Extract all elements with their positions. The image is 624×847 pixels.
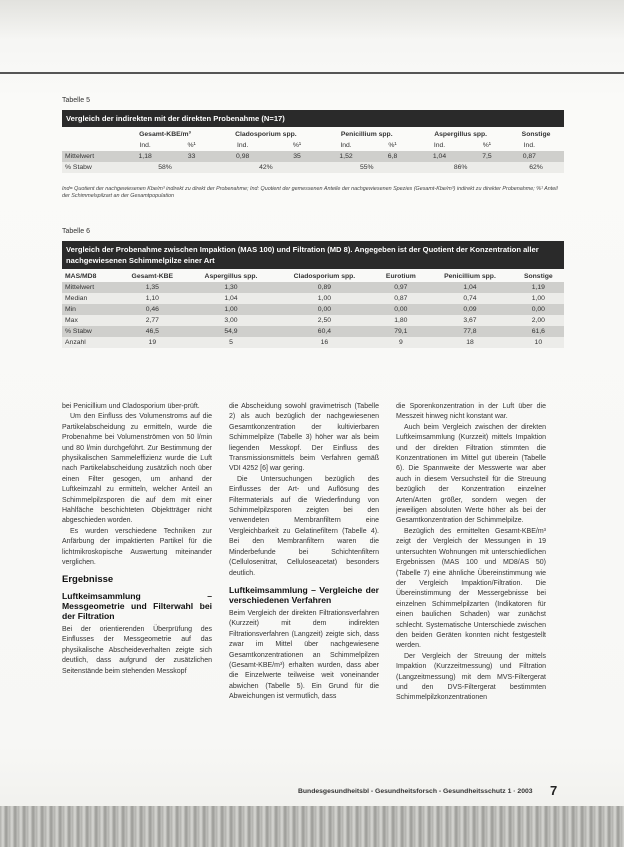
table5-cell: 1,04 bbox=[413, 151, 466, 162]
table6-cell: 3,67 bbox=[427, 315, 512, 326]
table6-caption: Tabelle 6 bbox=[62, 228, 91, 235]
table5-group: Aspergillus spp. bbox=[434, 131, 488, 138]
table-row bbox=[62, 151, 564, 162]
table6-title: Vergleich der Probenahme zwischen Impaktion (MAS 100) und Filtration (MD 8). Angegeben ist der Quotient der Konzentration aller nachgewiesenen Schimmelpilze einer Art bbox=[62, 241, 564, 269]
table6-cell: 0,87 bbox=[374, 293, 427, 304]
table6-cell: 2,50 bbox=[275, 315, 375, 326]
table5-row-label: % Stabw bbox=[62, 162, 119, 173]
body-column-1 bbox=[62, 402, 212, 677]
table6-row-label: % Stabw bbox=[62, 326, 117, 337]
paragraph: Auch beim Vergleich zwischen der direkten Luftkeimsammlung (Kurzzeit) mittels Impaktion und der direkten Filtration stimmten die Konzentrationen im Mittel gut überein (Tabelle 6). Die Spannweite der Messwerte war aber auch in diesem Versuchsteil für die Streuung bezüglich der Konzentration einzelner Arten/Arten größer, sondern wegen der jeweiligen absoluten Werte höher als bei der Gesamtkonzentration der Schimmelpilze. bbox=[396, 423, 546, 525]
table6-cell: 16 bbox=[275, 337, 375, 348]
table6-cell: 2,77 bbox=[117, 315, 187, 326]
table6-cell: 1,04 bbox=[187, 293, 274, 304]
table5-row-label: Mittelwert bbox=[62, 151, 119, 162]
paragraph: Der Vergleich der Streuung der mittels Impaktion (Kurzzeitmessung) und Filtration (Langzeitmessung) mit dem MVS-Filtergerat und den DVS-Filtergerat bestimmten Schimmelpilzkonzentrationen bbox=[396, 652, 546, 702]
header-rule bbox=[0, 72, 624, 74]
table6-header: MAS/MD8 bbox=[65, 273, 97, 280]
table6-cell: 0,00 bbox=[275, 304, 375, 315]
section-heading: Ergebnisse bbox=[62, 573, 114, 585]
table-row bbox=[62, 162, 564, 173]
table6-cell: 54,9 bbox=[187, 326, 274, 337]
table-row bbox=[62, 282, 564, 293]
table5-group: Sonstige bbox=[521, 131, 551, 138]
table6-cell: 9 bbox=[374, 337, 427, 348]
table5-subhead: Ind. bbox=[433, 142, 446, 149]
paragraph: Es wurden verschiedene Techniken zur Anfärbung der impaktierten Partikel für die lichtmikroskopische Auswertung miteinander verglichen. bbox=[62, 527, 212, 567]
table5-group-row bbox=[62, 129, 564, 140]
table6-cell: 18 bbox=[427, 337, 512, 348]
table6-cell: 5 bbox=[187, 337, 274, 348]
table-row bbox=[62, 304, 564, 315]
paragraph: Bei der orientierenden Überprüfung des Einflusses der Messgeometrie auf das physikalische Abscheideverhalten zeigte sich deutlich, dass aufgrund der zusätzlichen Seitenstände beim stehenden Messkopf bbox=[62, 625, 212, 675]
table6-cell: 0,74 bbox=[427, 293, 512, 304]
table5-cell: 33 bbox=[172, 151, 212, 162]
table5-cell: 1,18 bbox=[119, 151, 172, 162]
table6-header-row bbox=[62, 271, 564, 282]
table6-cell: 2,00 bbox=[513, 315, 564, 326]
table6-cell: 0,00 bbox=[374, 304, 427, 315]
table5-corner bbox=[62, 129, 119, 140]
table6-header: Cladosporium spp. bbox=[293, 273, 356, 280]
scan-top-band bbox=[0, 0, 624, 40]
table5-title: Vergleich der indirekten mit der direkten Probenahme (N=17) bbox=[62, 110, 564, 127]
body-column-2 bbox=[229, 402, 379, 703]
table6-cell: 79,1 bbox=[374, 326, 427, 337]
table5-cell: 58% bbox=[119, 162, 212, 173]
table6-cell: 19 bbox=[117, 337, 187, 348]
table6 bbox=[62, 271, 564, 348]
table6-cell: 1,00 bbox=[513, 293, 564, 304]
paragraph: Die Untersuchungen bezüglich des Einflusses der Art- und Auflösung des Filtermaterials auf die Wiederfindung von Schimmelpilzsporen zeigten bei den verwendeten Membranfiltern eine Vergleichbarkeit zu Gelatinefiltern (Tabelle 4). Bei den Membranfiltern waren die Minderbefunde bei Schichtenfiltern (Cellulosenitrat, Celluloseacetat) besonders deutlich. bbox=[229, 475, 379, 577]
table5-cell: 62% bbox=[508, 162, 564, 173]
table6-cell: 1,35 bbox=[117, 282, 187, 293]
table6-cell: 1,00 bbox=[275, 293, 375, 304]
paragraph: Beim Vergleich der direkten Filtrationsverfahren (Kurzzeit) mit dem indirekten Filtrationsverfahren (Langzeit) zeigte sich, dass zwar im Mittel über nachgewiesene Gesamtkonzentrationen an Schimmelpilzen (Gesamt-KBE/m³) erhalten wurden, dass aber die Einzelwerte teilweise weit voneinander abwichen (Tabelle 5). Ein Grund für die Abweichungen ist vermutlich, dass bbox=[229, 609, 379, 701]
table5-cell: 86% bbox=[413, 162, 508, 173]
table5-subhead: Ind. bbox=[139, 142, 151, 149]
page-number: 7 bbox=[550, 783, 558, 798]
table6-row-label: Median bbox=[62, 293, 117, 304]
table5-note: Ind= Quotient der nachgewiesenen Kbe/m³ indirekt zu direkt der Probenahme; Ind: Quotient der gemessenen Anteile der nachgewiesenen Spezies (Gesamt-Kbe/m³) indirekt zu direkter Probenahme; %¹ Anteil der Schimmelspilzart an der Gesamtpopulation bbox=[62, 186, 558, 199]
table5-group: Cladosporium spp. bbox=[235, 131, 297, 138]
table6-cell: 1,10 bbox=[117, 293, 187, 304]
table5-subhead-row bbox=[62, 140, 564, 151]
table-row bbox=[62, 326, 564, 337]
table5-cell: 6,8 bbox=[372, 151, 413, 162]
table6-cell: 46,5 bbox=[117, 326, 187, 337]
table6-header: Eurotium bbox=[385, 273, 416, 280]
table6-row-label: Anzahl bbox=[62, 337, 117, 348]
table-row bbox=[62, 337, 564, 348]
paragraph: bei Penicillium und Cladosporium über-prüft. bbox=[62, 403, 200, 410]
paragraph: Um den Einfluss des Volumenstroms auf die Partikelabscheidung zu ermitteln, wurde die Probenahme bei Volumenströmen von 50 l/min und 80 l/min durchgeführt. Zur Bestimmung der physikalischen Sammeleffizienz wurde die Luft nach Partikelabscheidung zusätzlich noch über einen Filter gesogen, um anhand der Luftkeimzahl zu ermitteln, welcher Anteil an Schimmelpilzsporen die auf dem mit einer Hahlfäche beschichteten Objektträger nicht abgeschieden worden. bbox=[62, 413, 212, 525]
journal-footer: Bundesgesundheitsbl - Gesundheitsforsch - Gesundheitsschutz 1 · 2003 bbox=[298, 788, 533, 795]
table6-header: Penicillium spp. bbox=[444, 273, 496, 280]
table5-cell: 35 bbox=[274, 151, 320, 162]
table6-cell: 1,19 bbox=[513, 282, 564, 293]
table5-cell: 55% bbox=[320, 162, 413, 173]
table5-subhead: Ind. bbox=[236, 142, 249, 149]
table5-cell: 7,5 bbox=[466, 151, 508, 162]
table5-cell: 0,98 bbox=[211, 151, 273, 162]
body-column-3 bbox=[396, 402, 546, 704]
table6-cell: 77,8 bbox=[427, 326, 512, 337]
table5-subhead-blank bbox=[62, 140, 119, 151]
table6-row-label: Mittelwert bbox=[62, 282, 117, 293]
table5-subhead: %¹ bbox=[187, 142, 196, 149]
table6-cell: 61,6 bbox=[513, 326, 564, 337]
table6-cell: 1,30 bbox=[187, 282, 274, 293]
table6-cell: 1,00 bbox=[187, 304, 274, 315]
table6-header: Sonstige bbox=[523, 273, 553, 280]
table6-header: Aspergillus spp. bbox=[204, 273, 258, 280]
table5-caption: Tabelle 5 bbox=[62, 97, 91, 104]
table-row bbox=[62, 315, 564, 326]
subsection-heading: Luftkeimsammlung – Vergleiche der verschiedenen Verfahren bbox=[229, 584, 379, 605]
table5-subhead: %¹ bbox=[388, 142, 397, 149]
table6-cell: 0,97 bbox=[374, 282, 427, 293]
table6-cell: 0,89 bbox=[275, 282, 375, 293]
table6-cell: 0,46 bbox=[117, 304, 187, 315]
table5-subhead: Ind. bbox=[523, 142, 535, 149]
table6-row-label: Max bbox=[62, 315, 117, 326]
paragraph: die Sporenkonzentration in der Luft über die Messzeit hinweg nicht konstant war. bbox=[396, 403, 546, 421]
table6-cell: 10 bbox=[513, 337, 564, 348]
table5-subhead: Ind. bbox=[340, 142, 352, 149]
table5-group: Gesamt-KBE/m³ bbox=[139, 131, 191, 138]
table5 bbox=[62, 129, 564, 173]
table6-cell: 0,00 bbox=[513, 304, 564, 315]
table6-cell: 3,00 bbox=[187, 315, 274, 326]
table6-cell: 1,80 bbox=[374, 315, 427, 326]
table5-cell-blank bbox=[551, 151, 564, 162]
table5-subhead: %¹ bbox=[292, 142, 302, 149]
table5-subhead-blank bbox=[551, 140, 564, 151]
table5-cell: 42% bbox=[211, 162, 320, 173]
scan-bottom-band bbox=[0, 806, 624, 847]
table6-cell: 1,04 bbox=[427, 282, 512, 293]
table6-cell: 0,09 bbox=[427, 304, 512, 315]
table6-row-label: Min bbox=[62, 304, 117, 315]
table-row bbox=[62, 293, 564, 304]
table6-header: Gesamt-KBE bbox=[131, 273, 174, 280]
table5-cell: 0,87 bbox=[508, 151, 551, 162]
table5-subhead: %¹ bbox=[482, 142, 492, 149]
paragraph: Bezüglich des ermittelten Gesamt-KBE/m³ zeigt der Vergleich der Messungen in 19 untersuchten Wohnungen mit unterschiedlichen Ergebnissen (MAS 100 und MD8/AS 50) (Tabelle 7) eine ähnliche Übereinstimmung wie der Vergleich Impaktion/Filtration. Die Übereinstimmung der Messergebnisse bei einzelnen Schimmelpilzarten (Indikatoren für einen baulichen Schaden) war zunächst schlecht. Systematische Unterschiede zwischen den beiden Geräten konnten nicht festgestellt werden. bbox=[396, 527, 546, 650]
subsection-heading: Luftkeimsammlung – Messgeometrie und Filterwahl bei der Filtration bbox=[62, 590, 212, 621]
paragraph: die Abscheidung sowohl gravimetrisch (Tabelle 2) als auch bezüglich der nachgewiesenen Gesamtkonzentration der kultivierbaren Schimmelpilze (Tabelle 3) höher war als beim liegenden Messkopf. Der Einfluss des Transmissionsmittels beim Verfahren gemäß VDI 4252 [6] war gering. bbox=[229, 403, 379, 473]
table6-cell: 60,4 bbox=[275, 326, 375, 337]
table5-cell: 1,52 bbox=[320, 151, 372, 162]
table5-group: Penicillium spp. bbox=[340, 131, 393, 138]
